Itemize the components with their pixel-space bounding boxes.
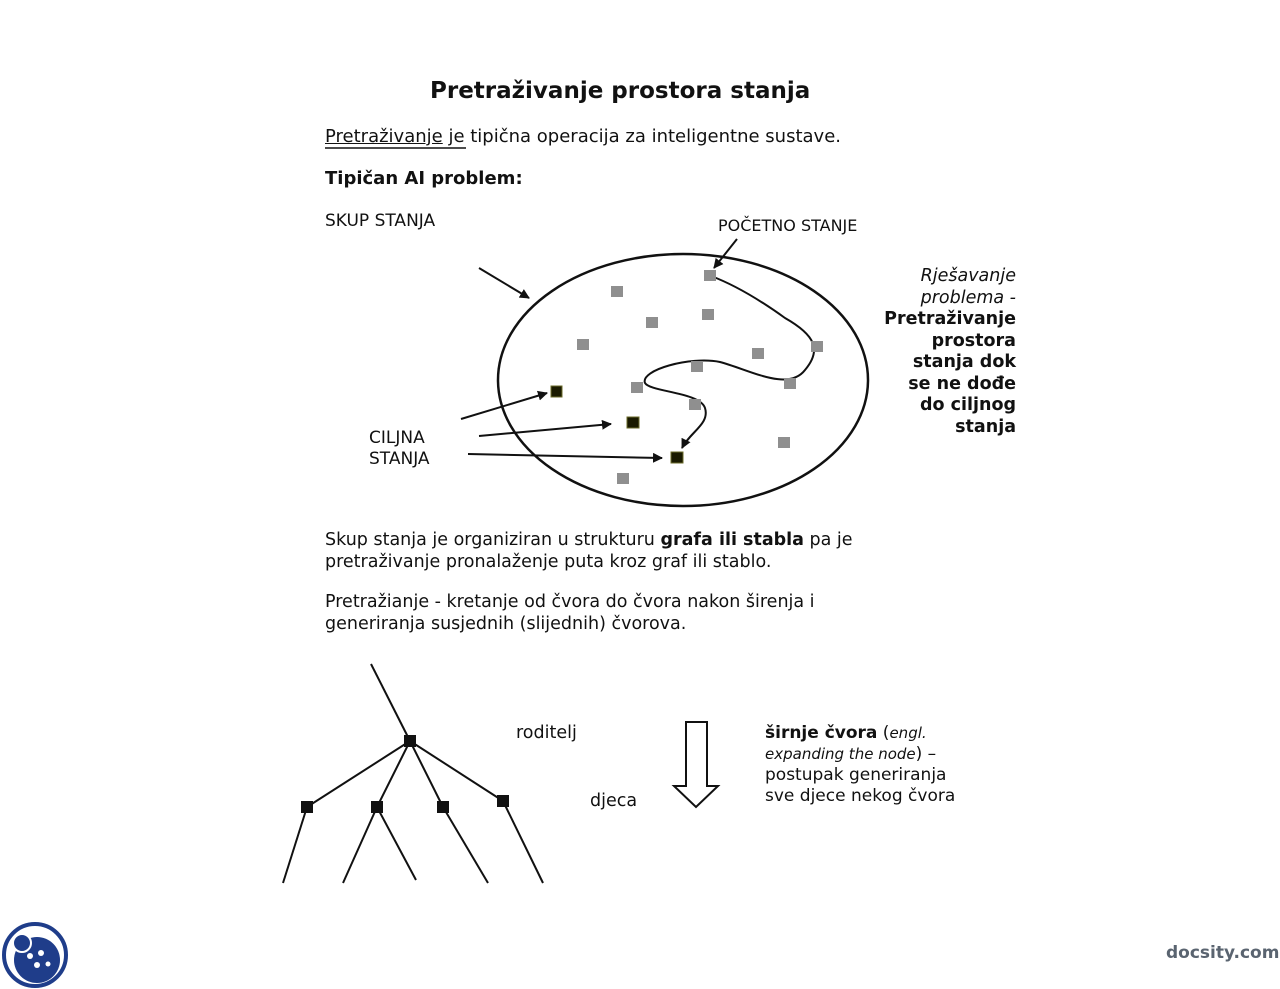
side-note-line: Rješavanje <box>920 266 1016 286</box>
expansion-text: postupak generiranja <box>765 765 947 785</box>
tree-child-node <box>371 801 383 813</box>
expansion-term: širnje čvora <box>765 723 878 743</box>
page-title: Pretraživanje prostora stanja <box>430 78 811 104</box>
goal-arrow <box>479 424 611 436</box>
state-node <box>631 382 643 393</box>
goal-states <box>551 386 683 463</box>
tree-child-node <box>437 801 449 813</box>
state-node <box>617 473 629 484</box>
expansion-engl: engl. <box>889 724 927 742</box>
state-node <box>702 309 714 320</box>
paragraph-text: pretraživanje pronalaženje puta kroz graf ili stablo. <box>325 552 772 572</box>
initial-state-arrow <box>714 239 737 268</box>
expansion-down-arrow-icon <box>674 722 718 807</box>
state-node <box>577 339 589 350</box>
state-set-label: SKUP STANJA <box>325 211 436 231</box>
expansion-text: ) – <box>915 744 937 764</box>
tree-nodes <box>301 735 509 813</box>
state-set-arrow <box>479 268 529 298</box>
side-note-line: prostora <box>931 330 1016 351</box>
tree-child-node <box>497 795 509 807</box>
side-note-line: do ciljnog <box>919 395 1016 415</box>
goal-node <box>671 452 683 463</box>
side-note-line: problema - <box>920 287 1016 308</box>
state-node <box>784 378 796 389</box>
goal-states-line: STANJA <box>369 449 430 469</box>
state-node <box>778 437 790 448</box>
goal-arrow <box>468 454 662 458</box>
state-node <box>704 270 716 281</box>
intro-keyword: Pretraživanje <box>325 126 443 147</box>
state-node <box>611 286 623 297</box>
paragraph-text: Skup stanja je organiziran u strukturu <box>325 530 661 550</box>
docsity-brand-text[interactable]: docsity.com <box>1166 943 1280 963</box>
state-space-ellipse <box>498 254 868 506</box>
expansion-text: ( <box>877 723 890 743</box>
paragraph-text: pa je <box>803 530 853 550</box>
state-node <box>689 399 701 410</box>
typical-problem-heading: Tipičan AI problem: <box>325 168 523 189</box>
state-node <box>691 361 703 372</box>
state-node <box>811 341 823 352</box>
docsity-logo-icon[interactable] <box>4 924 66 986</box>
search-path <box>645 276 814 448</box>
parent-label: roditelj <box>516 723 577 743</box>
tree-parent-node <box>404 735 416 747</box>
state-node <box>752 348 764 359</box>
tree-edges <box>283 664 543 883</box>
intro-rest: je tipična operacija za inteligentne sustave. <box>442 126 842 147</box>
side-note-line: Pretraživanje <box>884 309 1016 329</box>
goal-states-line: CILJNA <box>369 428 425 448</box>
expansion-english-term: expanding the node <box>765 745 916 763</box>
children-label: djeca <box>590 791 638 811</box>
side-note-line: stanja <box>955 416 1016 437</box>
paragraph-text: Pretražianje - kretanje od čvora do čvora nakon širenja i <box>325 592 815 612</box>
paragraph-bold: grafa ili stabla <box>660 530 804 550</box>
goal-node <box>551 386 562 397</box>
initial-state-label: POČETNO STANJE <box>718 216 858 235</box>
paragraph-text: generiranja susjednih (slijednih) čvorova. <box>325 614 687 634</box>
side-note-line: se ne dođe <box>908 373 1016 394</box>
tree-child-node <box>301 801 313 813</box>
expansion-text: sve djece nekog čvora <box>765 786 956 806</box>
grey-states <box>577 270 823 484</box>
state-node <box>646 317 658 328</box>
goal-node <box>627 417 639 428</box>
side-note-line: stanja dok <box>912 352 1016 372</box>
